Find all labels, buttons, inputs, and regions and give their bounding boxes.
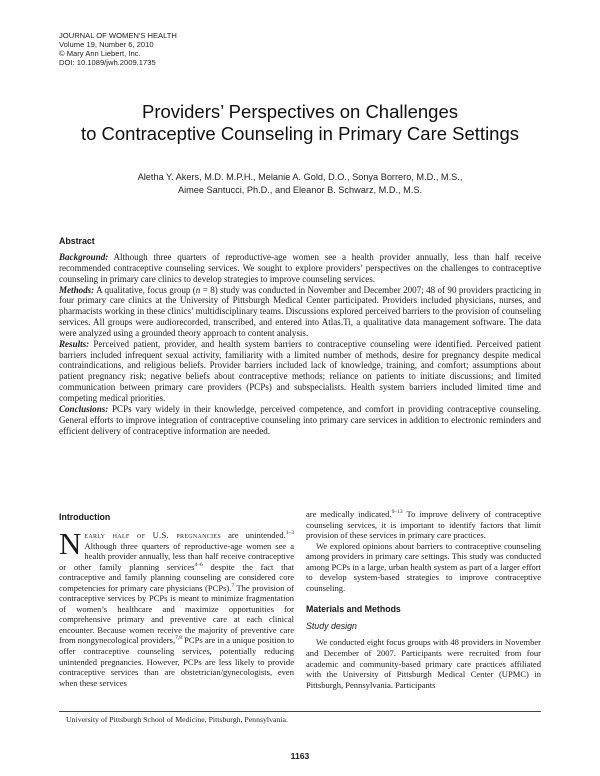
- abstract-methods: [59, 285, 541, 339]
- journal-volume: Volume 19, Number 6, 2010: [59, 40, 154, 50]
- intro-paragraph-1: [59, 526, 295, 688]
- results-label: Results:: [59, 338, 90, 349]
- intro-paragraph-2: We explored opinions about barriers to contraceptive counseling among providers in primary care settings. This study was conducted among PCPs in a large, urban health system as part of a larger effort to develop system-based strategies to improve contraceptive counseling.: [306, 540, 541, 593]
- study-design-heading: Study design: [306, 620, 357, 631]
- journal-header: [59, 31, 177, 67]
- conclusions-label: Conclusions:: [59, 403, 109, 414]
- intro-text-1: are unintended.: [221, 530, 286, 540]
- methods-heading: Materials and Methods: [306, 604, 401, 615]
- page-number: 1163: [290, 751, 310, 761]
- title-line-1: Providers’ Perspectives on Challenges: [141, 101, 459, 122]
- abstract-conclusions: [59, 404, 541, 437]
- body-column-right: [306, 509, 541, 690]
- introduction-heading: Introduction: [59, 512, 111, 522]
- abstract-results: [59, 339, 541, 404]
- background-label: Background:: [59, 252, 109, 262]
- journal-copyright: © Mary Ann Liebert, Inc.: [59, 49, 141, 59]
- abstract-heading: Abstract: [59, 236, 95, 246]
- citation-7-8: 7,8: [175, 635, 182, 642]
- citation-7: 7: [231, 582, 235, 589]
- body-column-left: [59, 526, 295, 688]
- methods-text-a: A qualitative, focus group (: [94, 284, 196, 295]
- conclusions-text: PCPs vary widely in their knowledge, perceived competence, and comfort in providing contraceptive counseling. General efforts to improve integration of contraceptive counseling into primary care services in addition to electronic reminders and efficient delivery of contraceptive information are needed.: [59, 403, 541, 436]
- results-text: Perceived patient, provider, and health system barriers to contraceptive counseling were identified. Perceived patient barriers included infrequent sexual activity, familiarity with a limited number of methods, desire for pregnancy despite medical contraindications, and religious beliefs. Provider barriers included lack of knowledge, training, and comfort; assumptions about patient pregnancy risk; negative beliefs about contraceptive methods; reliance on patients to initiate discussions; and limited communication between primary care providers (PCPs) and subspecialists. Health system barriers included limited time and competing medical priorities.: [59, 338, 541, 403]
- authors-line-1: Aletha Y. Akers, M.D. M.P.H., Melanie A. Gold, D.O., Sonya Borrero, M.D., M.S.,: [137, 172, 463, 182]
- affiliation-footnote: University of Pittsburgh School of Medicine, Pittsburgh, Pennsylvania.: [66, 715, 288, 724]
- journal-name: JOURNAL OF WOMEN'S HEALTH: [59, 31, 177, 40]
- authors-line-2: Aimee Santucci, Ph.D., and Eleanor B. Schwarz, M.D., M.S.: [177, 185, 423, 196]
- intro-text-3: despite the fact that contraceptive and family planning counseling are considered core competencies for primary care physicians (PCPs).: [59, 561, 294, 593]
- intro-text-5: PCPs are in a unique position to offer contraceptive counseling services, potentially reducing unintended pregnancies. However, PCPs are less likely to provide contraceptive services than are obstetrician/gynecologists, even when these services: [59, 635, 294, 688]
- background-text: Although three quarters of reproductive-age women see a health provider annually, less than half receive recommended contraceptive counseling services. We sought to explore providers’ perspectives on the challenges to contraceptive counseling in primary care clinics to develop strategies to improve counseling services.: [59, 252, 541, 284]
- methods-paragraph-1: We conducted eight focus groups with 48 providers in November and December of 2007. Participants were recruited from four academic and community-based primary care practices affiliated with the University of Pittsburgh Medical Center (UPMC) in Pittsburgh, Pennsylvania. Participants: [306, 637, 541, 690]
- abstract-background: [59, 252, 541, 285]
- intro-paragraph-1-cont: [306, 509, 541, 541]
- methods-label: Methods:: [59, 284, 95, 295]
- author-list: [0, 171, 600, 197]
- journal-doi: DOI: 10.1089/jwh.2009.1735: [59, 58, 156, 68]
- citation-9-13: 9–13: [391, 509, 403, 516]
- intro-text-2: Although three quarters of reproductive-age women see a health provider annually, less than half receive contraceptive or other family planning services: [59, 540, 294, 572]
- drop-cap: N: [59, 526, 82, 561]
- citation-4-6: 4–6: [194, 561, 203, 568]
- methods-text-b: = 8) study was conducted in November and December 2007; 48 of 90 providers practicing in four primary care clinics at the University of Pittsburgh Medical Center participated. Providers included physicians, nurses, and pharmacists working in these clinics’ multidisciplinary teams. Discussions explored perceived barriers to the provision of counseling services. All groups were audiorecorded, transcribed, and entered into Atlas.Ti, a qualitative data management software. The data were analyzed using a grounded theory approach to content analysis.: [59, 284, 541, 338]
- intro-text-4: The provision of contraceptive services by PCPs is meant to minimize fragmentation of women’s healthcare and maximize opportunities for comprehensive primary and preventive care at each clinical encounter. Because women receive the majority of preventive care from nongynecological providers,: [59, 582, 295, 646]
- intro-cont-text-a: are medically indicated.: [306, 509, 392, 519]
- citation-1-3: 1–3: [285, 530, 294, 537]
- abstract-body: [59, 252, 541, 436]
- title-line-2: to Contraceptive Counseling in Primary Care Settings: [80, 122, 520, 144]
- article-title: [0, 101, 600, 144]
- methods-n: n: [195, 284, 201, 295]
- footnote-divider: [59, 711, 541, 712]
- intro-cont-text-b: To improve delivery of contraceptive counseling services, it is important to identify factors that limit provision of these services in primary care practices.: [306, 509, 541, 541]
- intro-smallcaps: early half of U.S. pregnancies: [84, 530, 222, 540]
